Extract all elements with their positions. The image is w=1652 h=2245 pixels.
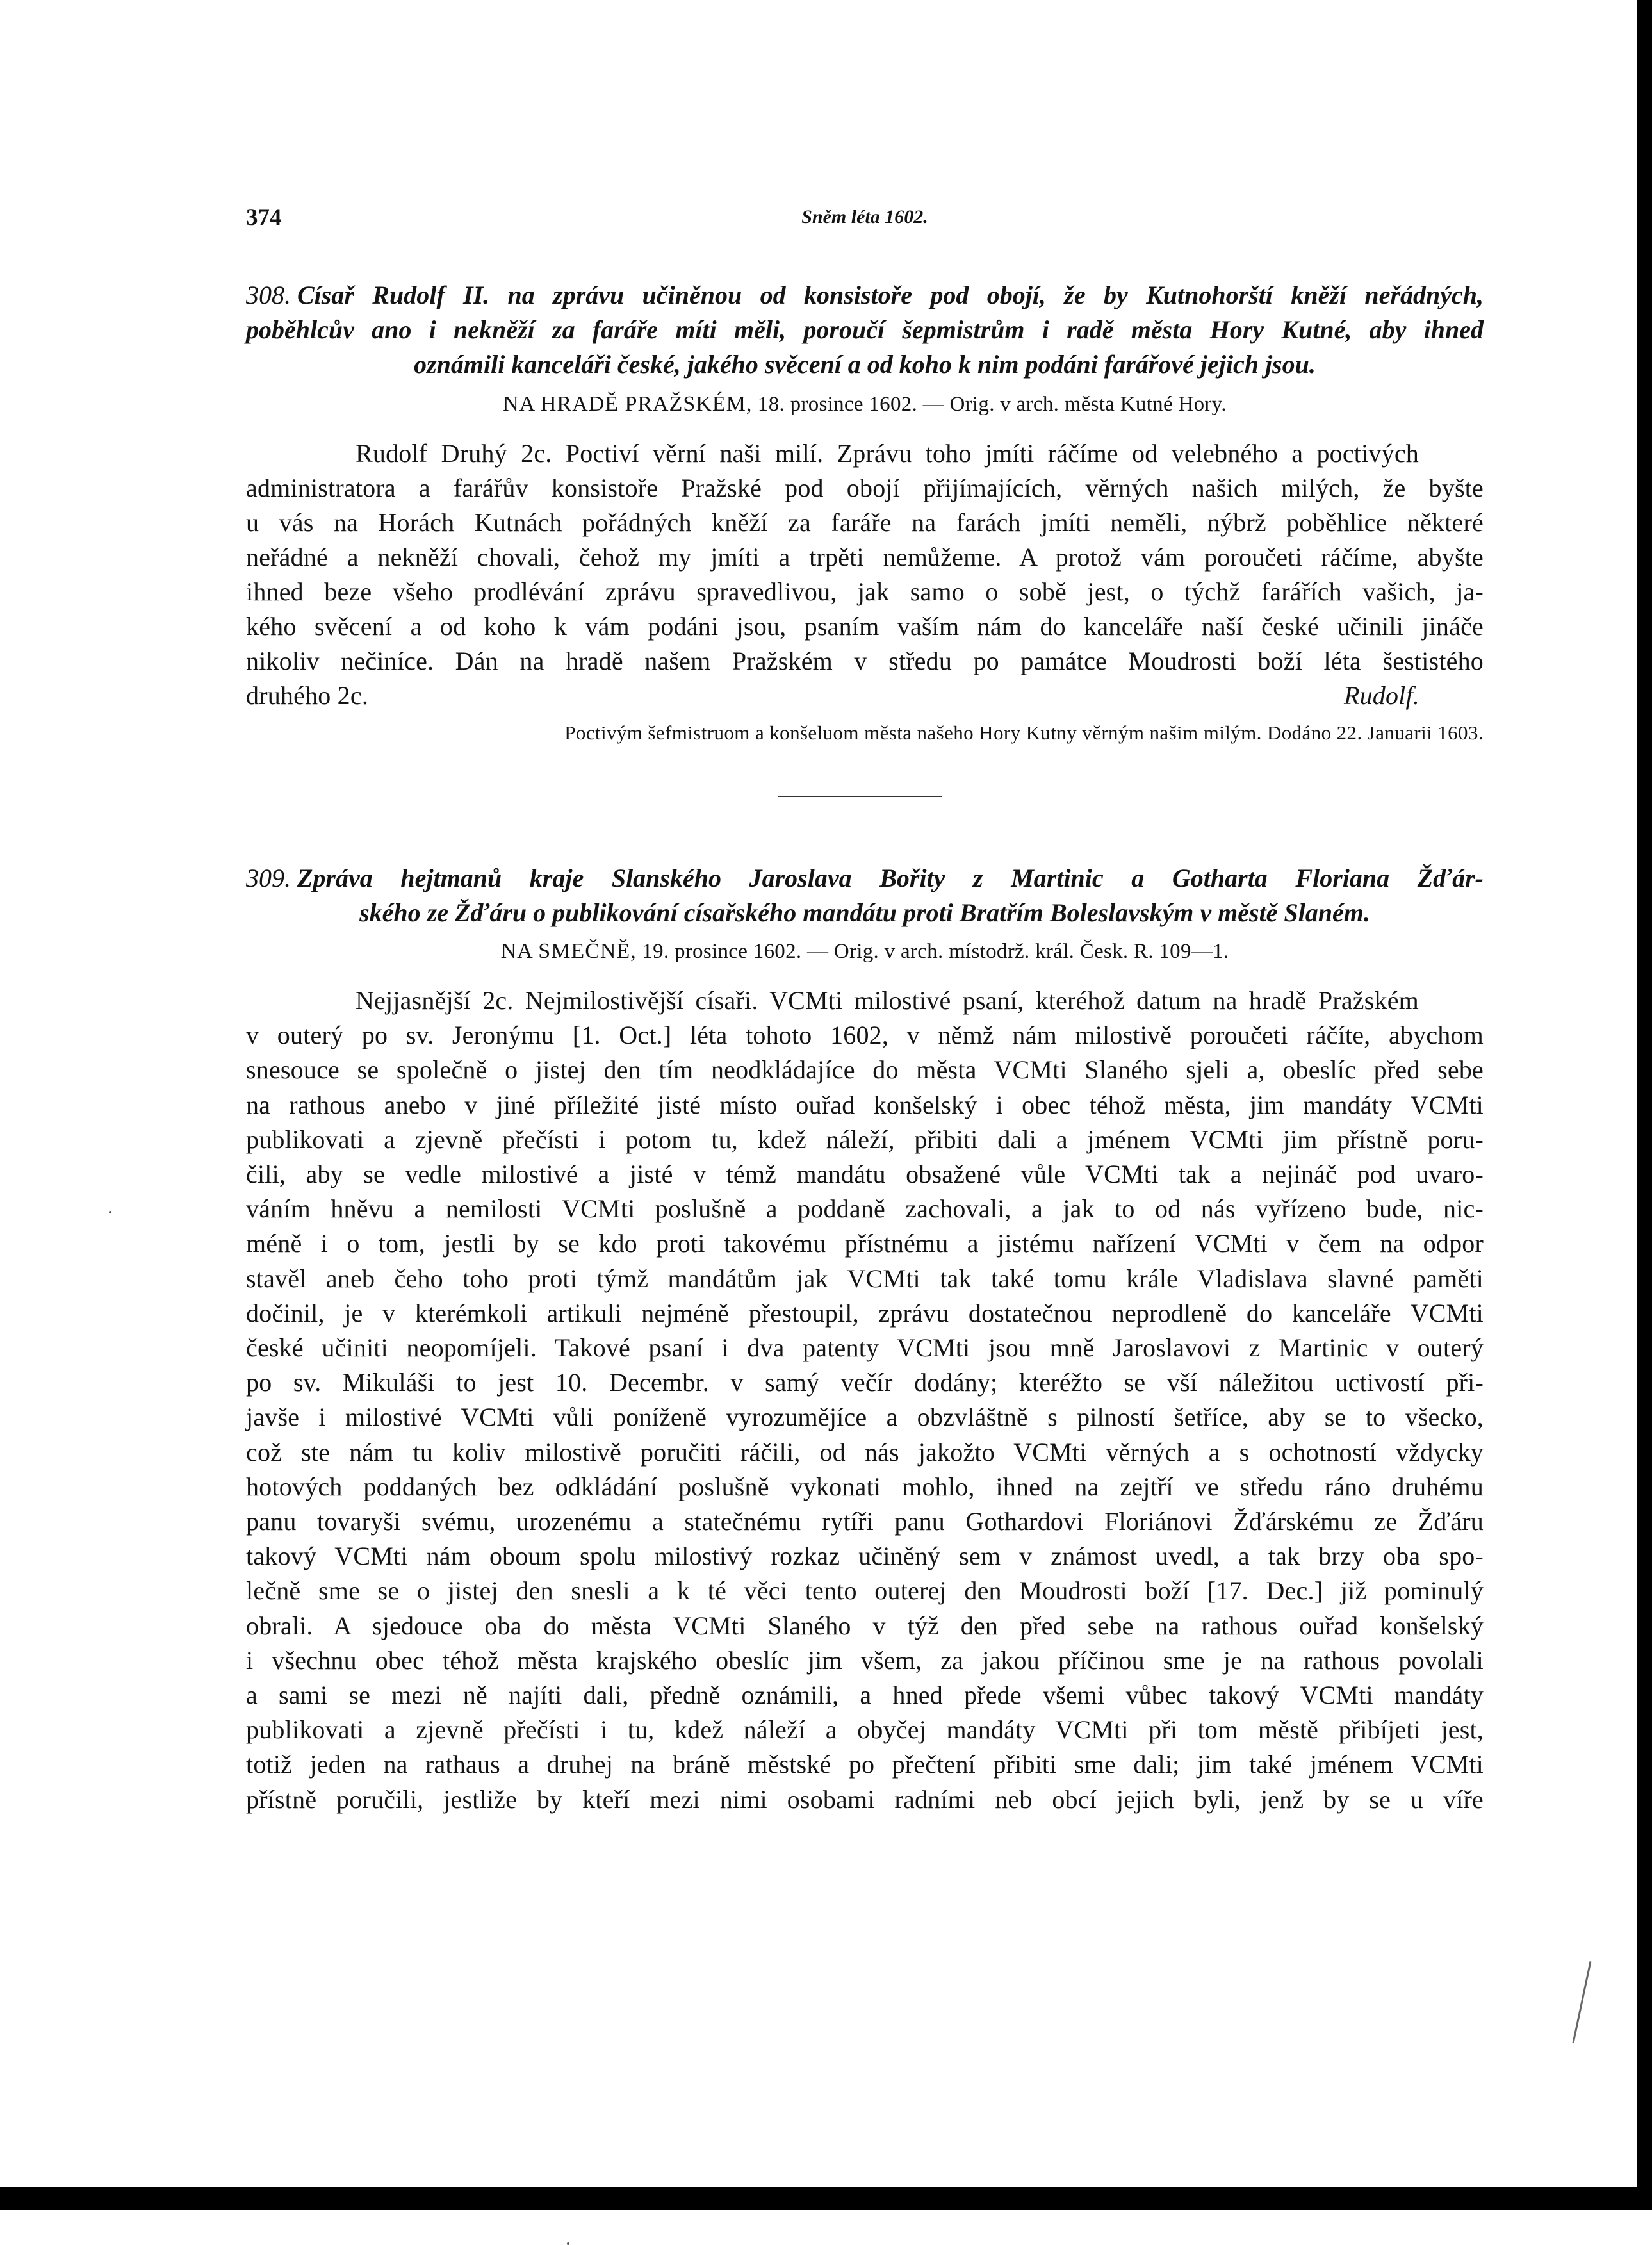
running-title: Sněm léta 1602. bbox=[801, 206, 928, 227]
doc309-body-line: takový VCMti nám oboum spolu milostivý rozkaz učiněný sem v známost uvedl, a tak brzy oba spo- bbox=[246, 1542, 1484, 1570]
doc309-body-line: přístně poručili, jestliže by kteří mezi nimi osobami radními neb obcí jejich byli, jenž by se u víře bbox=[246, 1785, 1484, 1814]
doc309-body-line: po sv. Mikuláši to jest 10. Decembr. v samý večír dodány; kteréžto se vší náležitou uctivostí při- bbox=[246, 1368, 1484, 1397]
scan-scratch bbox=[1573, 1961, 1592, 2043]
doc308-source-place: NA HRADĚ PRAŽSKÉM, bbox=[503, 392, 753, 416]
doc309-heading-line bbox=[246, 861, 1484, 896]
doc308-number: 308. bbox=[246, 281, 291, 309]
doc309-body-line: lečně sme se o jistej den snesli a k té věci tento outerej den Moudrosti boží [17. Dec.] již pominulý bbox=[246, 1576, 1484, 1605]
doc308-signature: Rudolf. bbox=[1343, 681, 1419, 710]
doc309-source bbox=[246, 939, 1484, 964]
scan-border-right bbox=[1637, 0, 1652, 2210]
doc309-body-line: v outerý po sv. Jeronýmu [1. Oct.] léta tohoto 1602, v němž nám milostivě poroučeti ráčíte, abychom bbox=[246, 1021, 1484, 1049]
doc308-closing-text: druhého 2c. bbox=[246, 681, 369, 710]
doc309-body-line: na rathous anebo v jiné příležité jisté místo ouřad konšelský i obec téhož města, jim mandáty VCMti bbox=[246, 1090, 1484, 1119]
doc309-body-line: i všechnu obec téhož města krajského obeslíc jim všem, za jakou příčinou sme je na rathous povolali bbox=[246, 1646, 1484, 1675]
doc309-body-line: české učiniti neopomíjeli. Takové psaní i dva patenty VCMti jsou mně Jaroslavovi z Martinic v outerý bbox=[246, 1333, 1484, 1362]
doc309-body-line: hotových poddaných bez odkládání poslušně vykonati mohlo, ihned na zejtří ve středu ráno druhému bbox=[246, 1472, 1484, 1501]
doc309-body-line: čili, aby se vedle milostivé a jisté v témž mandátu obsažené vůle VCMti tak a nejináč pod uvaro- bbox=[246, 1160, 1484, 1188]
doc309-body-line: publikovati a zjevně přečísti i tu, kdež náleží a obyčej mandáty VCMti při tom městě přibíjeti jest, bbox=[246, 1715, 1484, 1744]
doc309-body-line: Nejjasnější 2c. Nejmilostivější císaři. VCMti milostivé psaní, kteréhož datum na hradě Pražském bbox=[356, 986, 1419, 1015]
doc309-heading-line: ského ze Žďáru o publikování císařského mandátu proti Bratřím Boleslavským v městě Slaném. bbox=[359, 898, 1370, 927]
doc309-body-line: javše i milostivé VCMti vůli poníženě vyrozumějíce a obzvláštně s pilností šetříce, aby se to všecko, bbox=[246, 1402, 1484, 1431]
doc308-closing-line bbox=[246, 680, 1484, 715]
doc308-source-details: 18. prosince 1602. — Orig. v arch. města Kutné Hory. bbox=[757, 393, 1227, 416]
doc309-body-line: panu tovaryši svému, urozenému a statečnému rytíři panu Gothardovi Floriánovi Žďárskému ze Žďáru bbox=[246, 1507, 1484, 1536]
doc309-body-line: stavěl aneb čeho toho proti týmž mandátům jak VCMti tak také tomu krále Vladislava slavné paměti bbox=[246, 1264, 1484, 1293]
scan-speck bbox=[109, 1211, 111, 1213]
doc308-body-line: nikoliv nečiníce. Dán na hradě našem Pražském v středu po památce Moudrosti boží léta šestistého bbox=[246, 646, 1484, 675]
section-divider bbox=[778, 796, 942, 797]
doc308-heading-line: oznámili kanceláři české, jakého svěcení a od koho k nim podáni farářové jejich jsou. bbox=[414, 350, 1316, 379]
doc309-heading bbox=[246, 861, 1484, 930]
doc308-body-line: ihned beze všeho prodlévání zprávu spravedlivou, jak samo o sobě jest, o týchž farářích vašich, ja- bbox=[246, 577, 1484, 606]
doc309-body-line: a sami se mezi ně najíti dali, předně oznámili, a hned přede všemi vůbec takový VCMti mandáty bbox=[246, 1681, 1484, 1709]
doc308-body-line: neřádné a nekněží chovali, čehož my jmíti a trpěti nemůžeme. A protož vám poroučeti ráčíme, abyšte bbox=[246, 543, 1484, 572]
doc309-body-line: váním hněvu a nemilosti VCMti poslušně a poddaně zachovali, a jak to od nás vyřízeno bude, nic- bbox=[246, 1194, 1484, 1223]
doc309-body-line: což ste nám tu koliv milostivě poručiti ráčili, od nás jakožto VCMti věrných a s ochotností vždycky bbox=[246, 1438, 1484, 1467]
doc308-body-line: kého svěcení a od koho k vám podáni jsou, psaním vaším nám do kanceláře naší české učinili jináče bbox=[246, 612, 1484, 641]
doc308-body-line: Rudolf Druhý 2c. Poctiví věrní naši milí. Zprávu toho jmíti ráčíme od velebného a poctivých bbox=[356, 439, 1419, 468]
doc309-heading-text: Zpráva hejtmanů kraje Slanského Jaroslava Bořity z Martinic a Gotharta Floriana Žďár- bbox=[297, 864, 1484, 892]
doc309-source-details: 19. prosince 1602. — Orig. v arch. místodrž. král. Česk. R. 109—1. bbox=[642, 940, 1229, 963]
scan-border-bottom bbox=[0, 2187, 1652, 2210]
page-header bbox=[246, 204, 1484, 242]
doc308-heading bbox=[246, 278, 1484, 382]
doc308-address: Poctivým šefmistruom a konšeluom města našeho Hory Kutny věrným našim milým. Dodáno 22. Januarii 1603. bbox=[564, 721, 1484, 744]
scan-speck bbox=[567, 2242, 569, 2245]
doc309-body-line: publikovati a zjevně přečísti i potom tu, kdež náleží, přibiti dali a jménem VCMti jim přístně poru- bbox=[246, 1125, 1484, 1154]
doc309-source-place: NA SMEČNĚ, bbox=[500, 939, 637, 963]
doc309-body-line: totiž jeden na rathaus a druhej na bráně městské po přečtení přibiti sme dali; jim také jménem VCMti bbox=[246, 1750, 1484, 1779]
doc308-body-line: administratora a farářův konsistoře Pražské pod obojí přijímajících, věrných našich milých, že byšte bbox=[246, 473, 1484, 502]
doc309-number: 309. bbox=[246, 864, 291, 892]
doc308-source bbox=[246, 392, 1484, 416]
doc308-heading-line bbox=[246, 278, 1484, 313]
doc308-heading-text: Císař Rudolf II. na zprávu učiněnou od konsistoře pod obojí, že by Kutnohorští kněží neřádných, bbox=[297, 281, 1484, 309]
page-number: 374 bbox=[246, 204, 282, 231]
doc309-body-line: méně i o tom, jestli by se kdo proti takovému přístnému a jistému nařízení VCMti v čem na odpor bbox=[246, 1229, 1484, 1258]
doc309-body-line: obrali. A sjedouce oba do města VCMti Slaného v týž den před sebe na rathous ouřad konšelský bbox=[246, 1611, 1484, 1640]
doc309-body-line: snesouce se společně o jistej den tím neodkládajíce do města VCMti Slaného sjeli a, obeslíc před sebe bbox=[246, 1055, 1484, 1084]
doc309-body-line: dočinil, je v kterémkoli artikuli nejméně přestoupil, zprávu dostatečnou neprodleně do kanceláře VCMti bbox=[246, 1299, 1484, 1328]
doc308-heading-line: poběhlcův ano i nekněží za faráře míti měli, poroučí šepmistrům i radě města Hory Kutné, aby ihned bbox=[246, 315, 1484, 344]
doc308-body-line: u vás na Horách Kutnách pořádných kněží za faráře na farách jmíti neměli, nýbrž poběhlice některé bbox=[246, 508, 1484, 537]
